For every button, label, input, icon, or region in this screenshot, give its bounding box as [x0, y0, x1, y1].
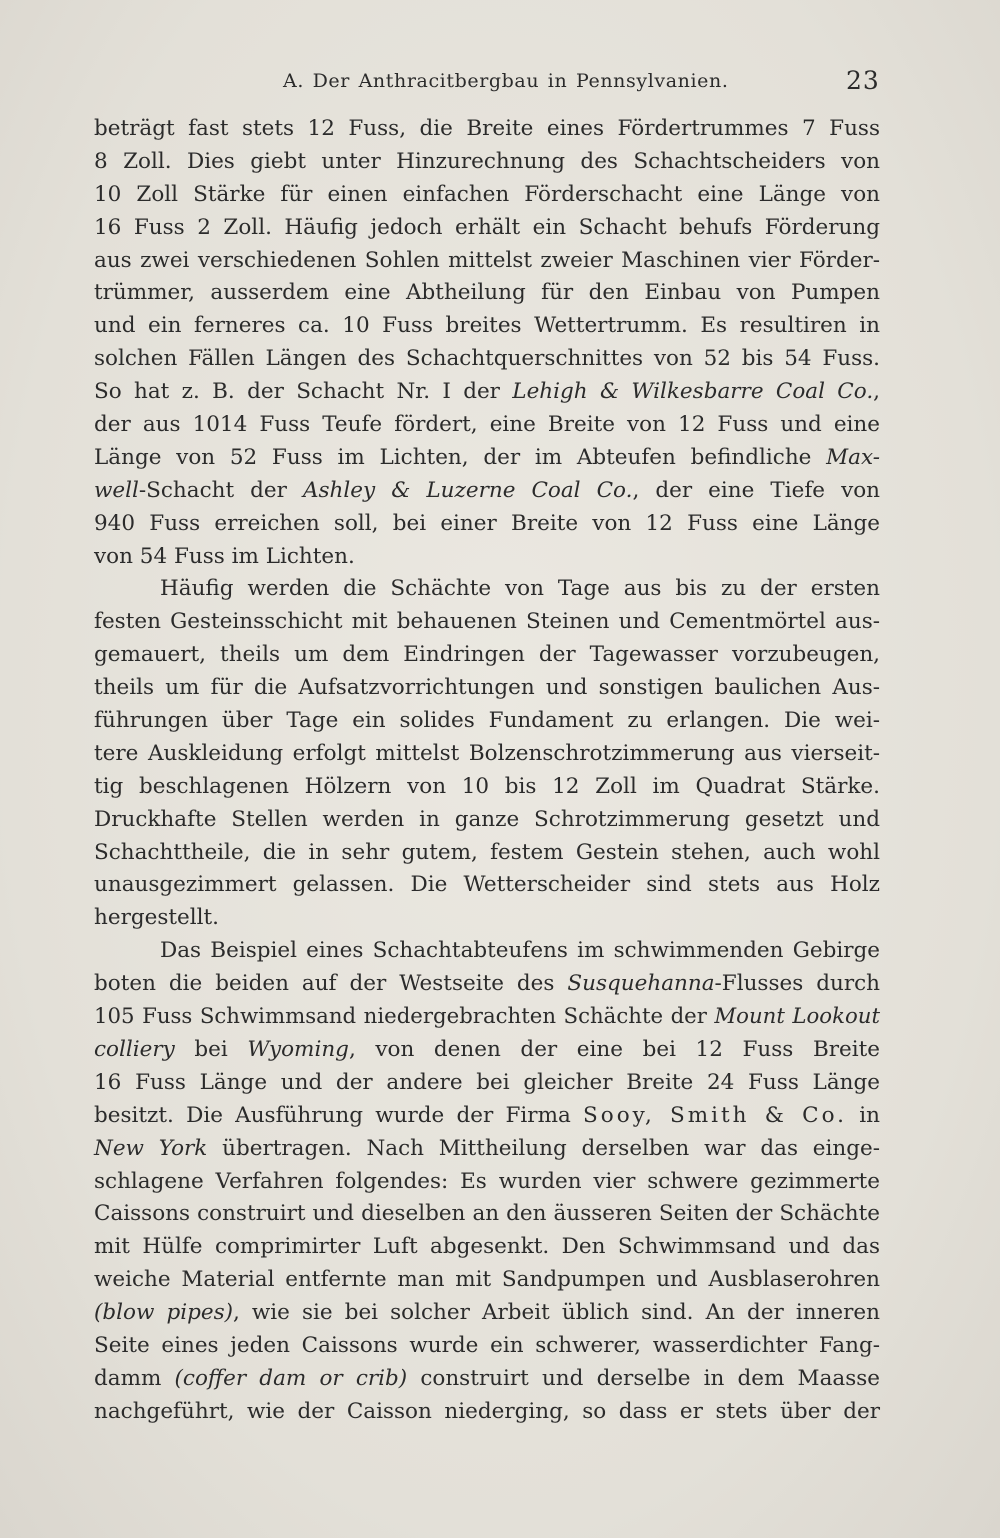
text-line: damm (coffer dam or crib) construirt und derselbe in dem Maasse: [94, 1365, 880, 1391]
text-line: führungen über Tage ein solides Fundament zu erlangen. Die wei-: [94, 708, 880, 734]
text-line: Häufig werden die Schächte von Tage aus bis zu der ersten: [160, 576, 880, 602]
italic-span: (coffer dam or crib): [174, 1365, 408, 1391]
running-header: [0, 66, 1000, 100]
text-line: und ein ferneres ca. 10 Fuss breites Wettertrumm. Es resultiren in: [94, 313, 880, 339]
text-line: gemauert, theils um dem Eindringen der Tagewasser vorzubeugen,: [94, 642, 880, 668]
text-line: hergestellt.: [94, 905, 219, 931]
text-line: solchen Fällen Längen des Schachtquerschnittes von 52 bis 54 Fuss.: [94, 346, 880, 372]
text-line: Caissons construirt und dieselben an den äusseren Seiten der Schächte: [94, 1201, 880, 1227]
italic-span: Wyoming: [247, 1036, 349, 1062]
text-line: unausgezimmert gelassen. Die Wetterscheider sind stets aus Holz: [94, 872, 880, 898]
text-line: beträgt fast stets 12 Fuss, die Breite eines Fördertrummes 7 Fuss: [94, 116, 880, 141]
text-line: festen Gesteinsschicht mit behauenen Steinen und Cementmörtel aus-: [94, 609, 880, 635]
text-line: 16 Fuss 2 Zoll. Häufig jedoch erhält ein Schacht behufs Förderung: [94, 214, 880, 240]
text-line: boten die beiden auf der Westseite des Susquehanna-Flusses durch: [94, 971, 881, 997]
running-title: A. Der Anthracitbergbau in Pennsylvanien.: [283, 70, 729, 92]
page-number: 23: [846, 66, 880, 95]
italic-span: well: [94, 477, 139, 503]
italic-span: (blow pipes): [94, 1300, 233, 1326]
italic-span: Max-: [826, 444, 880, 470]
text-line: well-Schacht der Ashley & Luzerne Coal Co., der eine Tiefe von: [94, 477, 881, 503]
italic-span: New York: [94, 1135, 208, 1161]
spaced-span: Sooy, Smith & Co.: [583, 1102, 848, 1128]
text-line: Seite eines jeden Caissons wurde ein schwerer, wasserdichter Fang-: [94, 1332, 880, 1358]
text-line: Schachttheile, die in sehr gutem, festem Gestein stehen, auch wohl: [94, 839, 880, 865]
text-line: Das Beispiel eines Schachtabteufens im schwimmenden Gebirge: [160, 938, 880, 964]
text-line: aus zwei verschiedenen Sohlen mittelst zweier Maschinen vier Förder-: [94, 247, 880, 273]
text-line: 8 Zoll. Dies giebt unter Hinzurechnung des Schachtscheiders von: [94, 148, 880, 174]
text-line: 940 Fuss erreichen soll, bei einer Breite von 12 Fuss eine Länge: [94, 510, 880, 536]
text-line: 10 Zoll Stärke für einen einfachen Förderschacht eine Länge von: [94, 181, 880, 207]
text-line: weiche Material entfernte man mit Sandpumpen und Ausblaserohren: [94, 1267, 880, 1293]
italic-span: Ashley & Luzerne Coal Co.: [303, 477, 633, 503]
text-line: von 54 Fuss im Lichten.: [94, 543, 355, 569]
italic-span: colliery: [94, 1036, 175, 1062]
italic-span: Mount Lookout: [714, 1004, 880, 1030]
text-line: trümmer, ausserdem eine Abtheilung für den Einbau von Pumpen: [94, 280, 880, 306]
text-line: schlagene Verfahren folgendes: Es wurden vier schwere gezimmerte: [94, 1168, 880, 1194]
text-line: tig beschlagenen Hölzern von 10 bis 12 Zoll im Quadrat Stärke.: [94, 773, 880, 799]
body-text: [94, 113, 880, 1429]
text-line: tere Auskleidung erfolgt mittelst Bolzenschrotzimmerung aus vierseit-: [94, 740, 880, 766]
text-line: der aus 1014 Fuss Teufe fördert, eine Breite von 12 Fuss und eine: [94, 412, 880, 438]
italic-span: Susquehanna: [567, 971, 715, 997]
text-line: Länge von 52 Fuss im Lichten, der im Abteufen befindliche Max-: [94, 444, 880, 470]
text-line: (blow pipes), wie sie bei solcher Arbeit üblich sind. An der inneren: [94, 1300, 880, 1326]
italic-span: Lehigh & Wilkesbarre Coal Co.: [512, 379, 874, 405]
text-line: Druckhafte Stellen werden in ganze Schrotzimmerung gesetzt und: [94, 806, 880, 832]
text-line: besitzt. Die Ausführung wurde der Firma Sooy, Smith & Co. in: [94, 1102, 880, 1128]
text-line: 16 Fuss Länge und der andere bei gleicher Breite 24 Fuss Länge: [94, 1069, 880, 1095]
text-line: theils um für die Aufsatzvorrichtungen und sonstigen baulichen Aus-: [94, 675, 880, 701]
text-line: New York übertragen. Nach Mittheilung derselben war das einge-: [94, 1135, 880, 1161]
text-line: colliery bei Wyoming, von denen der eine bei 12 Fuss Breite: [94, 1036, 880, 1062]
text-line: So hat z. B. der Schacht Nr. I der Lehigh & Wilkesbarre Coal Co.,: [94, 379, 880, 405]
text-line: nachgeführt, wie der Caisson niederging, so dass er stets über der: [94, 1398, 880, 1424]
text-line: 105 Fuss Schwimmsand niedergebrachten Schächte der Mount Lookout: [94, 1004, 880, 1030]
text-line: mit Hülfe comprimirter Luft abgesenkt. Den Schwimmsand und das: [94, 1234, 880, 1260]
